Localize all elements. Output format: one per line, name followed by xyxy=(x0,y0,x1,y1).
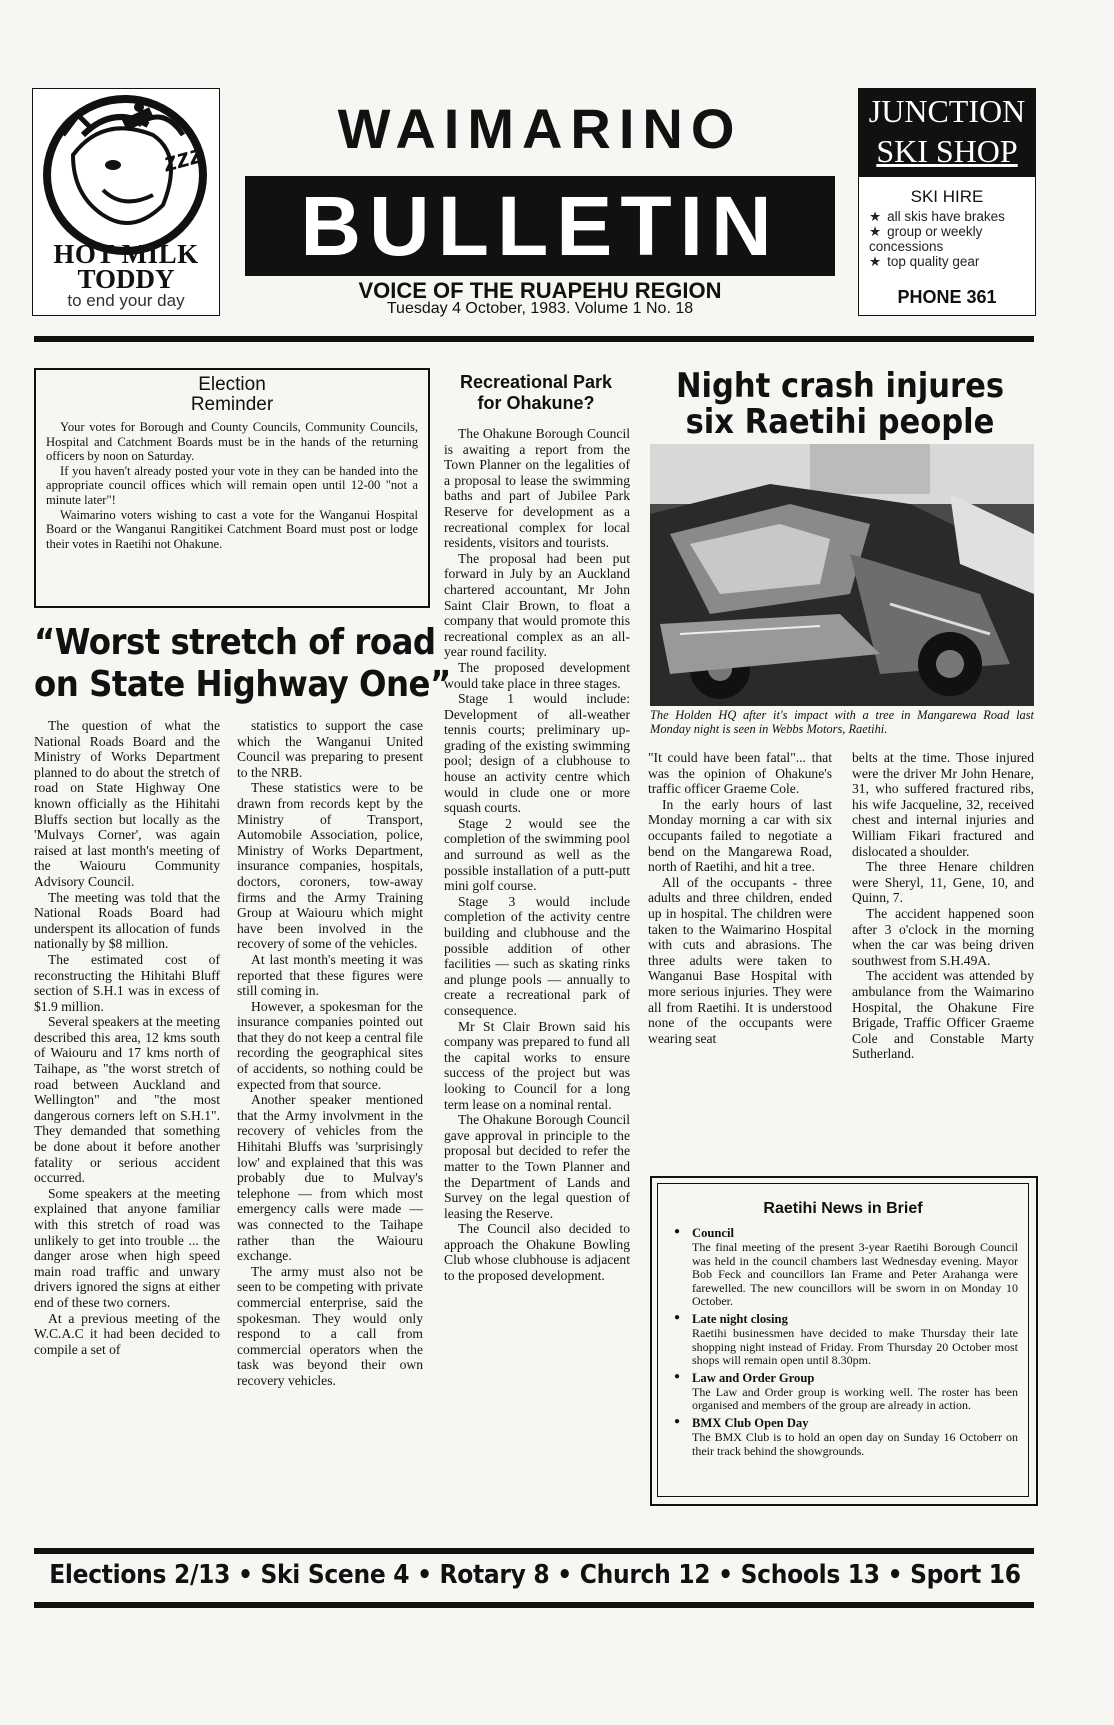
raetihi-news-title: Raetihi News in Brief xyxy=(763,1200,923,1217)
paragraph: Several speakers at the meeting described this area, 12 kms south of Waiouru and 17 kms north of Taihape, as "the worst stretch of road between Auckland and Wellington" and "the most dangerous corners left on S.H.1". They demanded that something be done about it before another fatality or serious accident occurred. xyxy=(34,1014,220,1186)
brief-body: The Law and Order group is working well. The roster has been organised and members of the group are already in action. xyxy=(692,1384,1018,1413)
masthead xyxy=(0,0,1114,340)
crash-col-2 xyxy=(852,750,1034,1062)
paragraph: The accident was attended by ambulance from the Waimarino Hospital, the Ohakune Fire Brigade, Traffic Officer Graeme Cole and Constable Marty Sutherland. xyxy=(852,968,1034,1062)
list-item xyxy=(670,1312,1018,1368)
recreational-headline-1: Recreational Park xyxy=(459,372,613,392)
list-item xyxy=(670,1416,1018,1458)
paragraph: Stage 2 would see the completion of the swimming pool and surround as well as the possible installation of a putt-putt mini golf course. xyxy=(444,815,630,894)
zzz-letters: zzz xyxy=(159,138,206,178)
worst-road-headline-1: “Worst stretch of road xyxy=(34,622,436,663)
ad-junction-ski-shop xyxy=(858,88,1036,316)
ad-title-line1: HOT MILK xyxy=(53,239,199,269)
ad-title-line2: TODDY xyxy=(77,264,175,294)
ski-hire-item: ★ group or weekly concessions xyxy=(869,224,1031,254)
ad-hot-milk-toddy xyxy=(32,88,220,316)
paragraph: Stage 3 would include completion of the activity centre building and clubhouse and the possible addition of other facilities — such as skating rinks and plunge pools — annually to create a recreational park of consequence. xyxy=(444,893,630,1018)
worst-road-headline-2: on State Highway One” xyxy=(34,664,451,705)
brief-body: The BMX Club is to hold an open day on Sunday 16 Octoberr on their track behind the showgrounds. xyxy=(692,1429,1018,1458)
wrecked-car-photo xyxy=(650,444,1034,706)
paragraph: The question of what the National Roads Board and the Ministry of Works Department planned to do about the stretch of road on State Highway One known officially as the Hihitahi Bluffs section but locally as the 'Mulvays Corner', was again raised at last month's meeting of the Waiouru Community Advisory Council. xyxy=(34,718,220,889)
cow-illustration xyxy=(43,95,207,255)
brief-body: The final meeting of the present 3-year Raetihi Borough Council was held in the council chambers last Wednesday evening. Mayor Bob Feck and councillors Ian Frame and Peter Arahanga were farewelled. The new councillors will be sworn in on Monday 10 October. xyxy=(692,1240,1018,1309)
crash-col-1 xyxy=(648,750,832,1046)
footer-rule-bottom xyxy=(34,1602,1034,1608)
list-item xyxy=(670,1226,1018,1309)
paragraph: belts at the time. Those injured were the driver Mr John Henare, 31, who suffered fractured ribs, his wife Jacqueline, 32, received chest and internal injuries and William Fikari fractured and dislocated a shoulder. xyxy=(852,750,1034,859)
election-title-line2: Reminder xyxy=(190,394,274,415)
brief-body: Raetihi businessmen have decided to make Thursday their late shopping night instead of Friday. From Thursday 20 October most shops will remain open until 8.30pm. xyxy=(692,1325,1018,1368)
paragraph: Your votes for Borough and County Councils, Community Councils, Hospital and Catchment Boards must be in the hands of the returning officers by noon on Saturday. xyxy=(46,420,418,464)
worst-road-col-2 xyxy=(237,718,423,1389)
paragraph: The Council also decided to approach the Ohakune Bowling Club whose clubhouse is adjacent to the proposed development. xyxy=(444,1221,630,1284)
ski-shop-line2: SKI SHOP xyxy=(876,133,1018,169)
paragraph: The proposal had been put forward in July by an Auckland chartered accountant, Mr John Saint Clair Brown, to float a company that would promote this recreational complex as an all-year round facility. xyxy=(444,550,630,660)
paragraph: All of the occupants - three adults and three children, ended up in hospital. The children were taken to the Waimarino Hospital with cuts and abrasions. The three adults were taken to Wanganui Base Hospital with more serious injuries. They were all from Raetihi. It is understood none of the occupants were wearing seat xyxy=(648,874,832,1046)
paragraph: In the early hours of last Monday morning a car with six occupants failed to negotiate a bend on the Mangarewa Road, north of Raetihi, and hit a tree. xyxy=(648,796,832,875)
recreational-headline-2: for Ohakune? xyxy=(477,393,595,413)
election-reminder-box xyxy=(34,368,430,608)
paragraph: Another speaker mentioned that the Army involvment in the recovery of vehicles from the Hihitahi Bluffs was 'surprisingly low' and explained that this was probably due to Mulvay's telephone — from which most emergency calls were made — was connected to the Taihape rather than the Waiouru exchange. xyxy=(237,1092,423,1264)
brief-heading: ● Late night closing xyxy=(692,1311,788,1326)
paragraph: If you haven't already posted your vote in they can be handed into the appropriate council offices which will remain open until 12-00 "not a minute later"! xyxy=(46,463,418,507)
crash-photo-caption: The Holden HQ after it's impact with a tree in Mangarewa Road last Monday night is seen in Webbs Motors, Raetihi. xyxy=(650,708,1034,736)
ski-hire-item: ★ top quality gear xyxy=(869,254,1031,269)
recreational-body xyxy=(444,426,630,1284)
raetihi-news-list xyxy=(670,1226,1018,1461)
paragraph: These statistics were to be drawn from records kept by the Ministry of Transport, Automobile Association, police, Ministry of Works Department, insurance companies, hospitals, doctors, coroners, tow-away firms and the Army Training Group at Waiouru which might have been involved in the recovery of some of the vehicles. xyxy=(237,780,423,952)
title-block xyxy=(245,88,835,317)
paper-name-band xyxy=(245,176,835,276)
brief-heading: ● Council xyxy=(692,1226,734,1240)
worst-road-col-1 xyxy=(34,718,220,1357)
issue-line: Tuesday 4 October, 1983. Volume 1 No. 18 xyxy=(386,300,694,317)
ad-tagline: to end your day xyxy=(67,291,185,310)
paragraph: The Ohakune Borough Council is awaiting a report from the Town Planner on the legalities of a proposal to lease the swimming baths and part of Jubilee Park Reserve for development as a recreational complex for local residents, visitors and tourists. xyxy=(444,426,630,551)
paragraph: The estimated cost of reconstructing the Hihitahi Bluff section of S.H.1 was in excess of $1.9 million. xyxy=(34,951,220,1014)
cow-icon xyxy=(43,95,207,255)
ski-hire-heading: SKI HIRE xyxy=(910,187,984,206)
paragraph: The three Henare children were Sheryl, 11, Gene, 10, and Quinn, 7. xyxy=(852,859,1034,906)
paragraph: The army must also not be seen to be competing with private commercial enterprise, said the spokesman. They would only respond to a call from commercial operators when the task was beyond their own recovery vehicles. xyxy=(237,1263,423,1388)
brief-heading: ● Law and Order Group xyxy=(692,1370,815,1385)
ski-shop-line1: JUNCTION xyxy=(868,93,1026,129)
paragraph: At a previous meeting of the W.C.A.C it had been decided to compile a set of xyxy=(34,1310,220,1357)
paragraph: The meeting was told that the National Roads Board had underspent its allocation of funds nationally by $8 million. xyxy=(34,889,220,952)
ski-hire-list xyxy=(869,209,1031,269)
paragraph: The proposed development would take place in three stages. xyxy=(444,659,630,691)
election-title-line1: Election xyxy=(198,374,266,395)
ski-hire-item: ★ all skis have brakes xyxy=(869,209,1031,224)
ski-shop-banner xyxy=(859,89,1035,177)
list-item xyxy=(670,1371,1018,1413)
paragraph: Mr St Clair Brown said his company was prepared to fund all the capital works to ensure success of the project but was looking to Council for a long term lease on a nominal rental. xyxy=(444,1018,630,1112)
crash-photo xyxy=(650,444,1034,706)
paper-name-top: WAIMARINO xyxy=(337,97,743,160)
paragraph: Some speakers at the meeting explained that anyone familiar with this stretch of road was unlikely to get into trouble ... the danger arose when high speed main road traffic and unwary drivers ignored the signs at either end of these two corners. xyxy=(34,1185,220,1310)
paragraph: However, a spokesman for the insurance companies pointed out that they do not keep a central file recording the geographical sites of accidents, so nothing could be expected from that source. xyxy=(237,998,423,1092)
raetihi-news-box xyxy=(650,1176,1038,1506)
paragraph: At last month's meeting it was reported that these figures were still coming in. xyxy=(237,951,423,999)
election-body xyxy=(46,420,418,551)
paragraph: statistics to support the case which the Wanganui United Council was preparing to present to the NRB. xyxy=(237,718,423,780)
brief-heading: ● BMX Club Open Day xyxy=(692,1415,809,1430)
footer-index: Elections 2/13 • Ski Scene 4 • Rotary 8 • Church 12 • Schools 13 • Sport 16 xyxy=(49,1560,1021,1590)
paragraph: Stage 1 would include: Development of all-weather tennis courts; preliminary up-grading of the existing swimming pool; design of a clubhouse to house an activity centre which would in clude one or more squash courts. xyxy=(444,691,630,816)
ski-shop-phone: PHONE 361 xyxy=(897,287,997,307)
paragraph: "It could have been fatal"... that was the opinion of Ohakune's traffic officer Graeme Cole. xyxy=(648,750,832,797)
paper-name-main: BULLETIN xyxy=(300,179,780,273)
paragraph: The Ohakune Borough Council gave approval in principle to the proposal but decided to refer the matter to the Town Planner and the Department of Lands and Survey on the legal question of leasing the Reserve. xyxy=(444,1112,630,1221)
slogan: VOICE OF THE RUAPEHU REGION xyxy=(358,278,722,303)
paragraph: The accident happened soon after 3 o'clock in the morning when the car was being driven southwest from S.H.49A. xyxy=(852,905,1034,968)
masthead-rule xyxy=(34,336,1034,342)
paragraph: Waimarino voters wishing to cast a vote for the Wanganui Hospital Board or the Wanganui Rangitikei Catchment Board must post or lodge their votes in Raetihi not Ohakune. xyxy=(46,507,418,551)
crash-headline-1: Night crash injures xyxy=(675,366,1005,406)
crash-headline-2: six Raetihi people xyxy=(685,402,995,442)
raetihi-news-inner xyxy=(657,1183,1029,1497)
footer-rule-top xyxy=(34,1548,1034,1554)
